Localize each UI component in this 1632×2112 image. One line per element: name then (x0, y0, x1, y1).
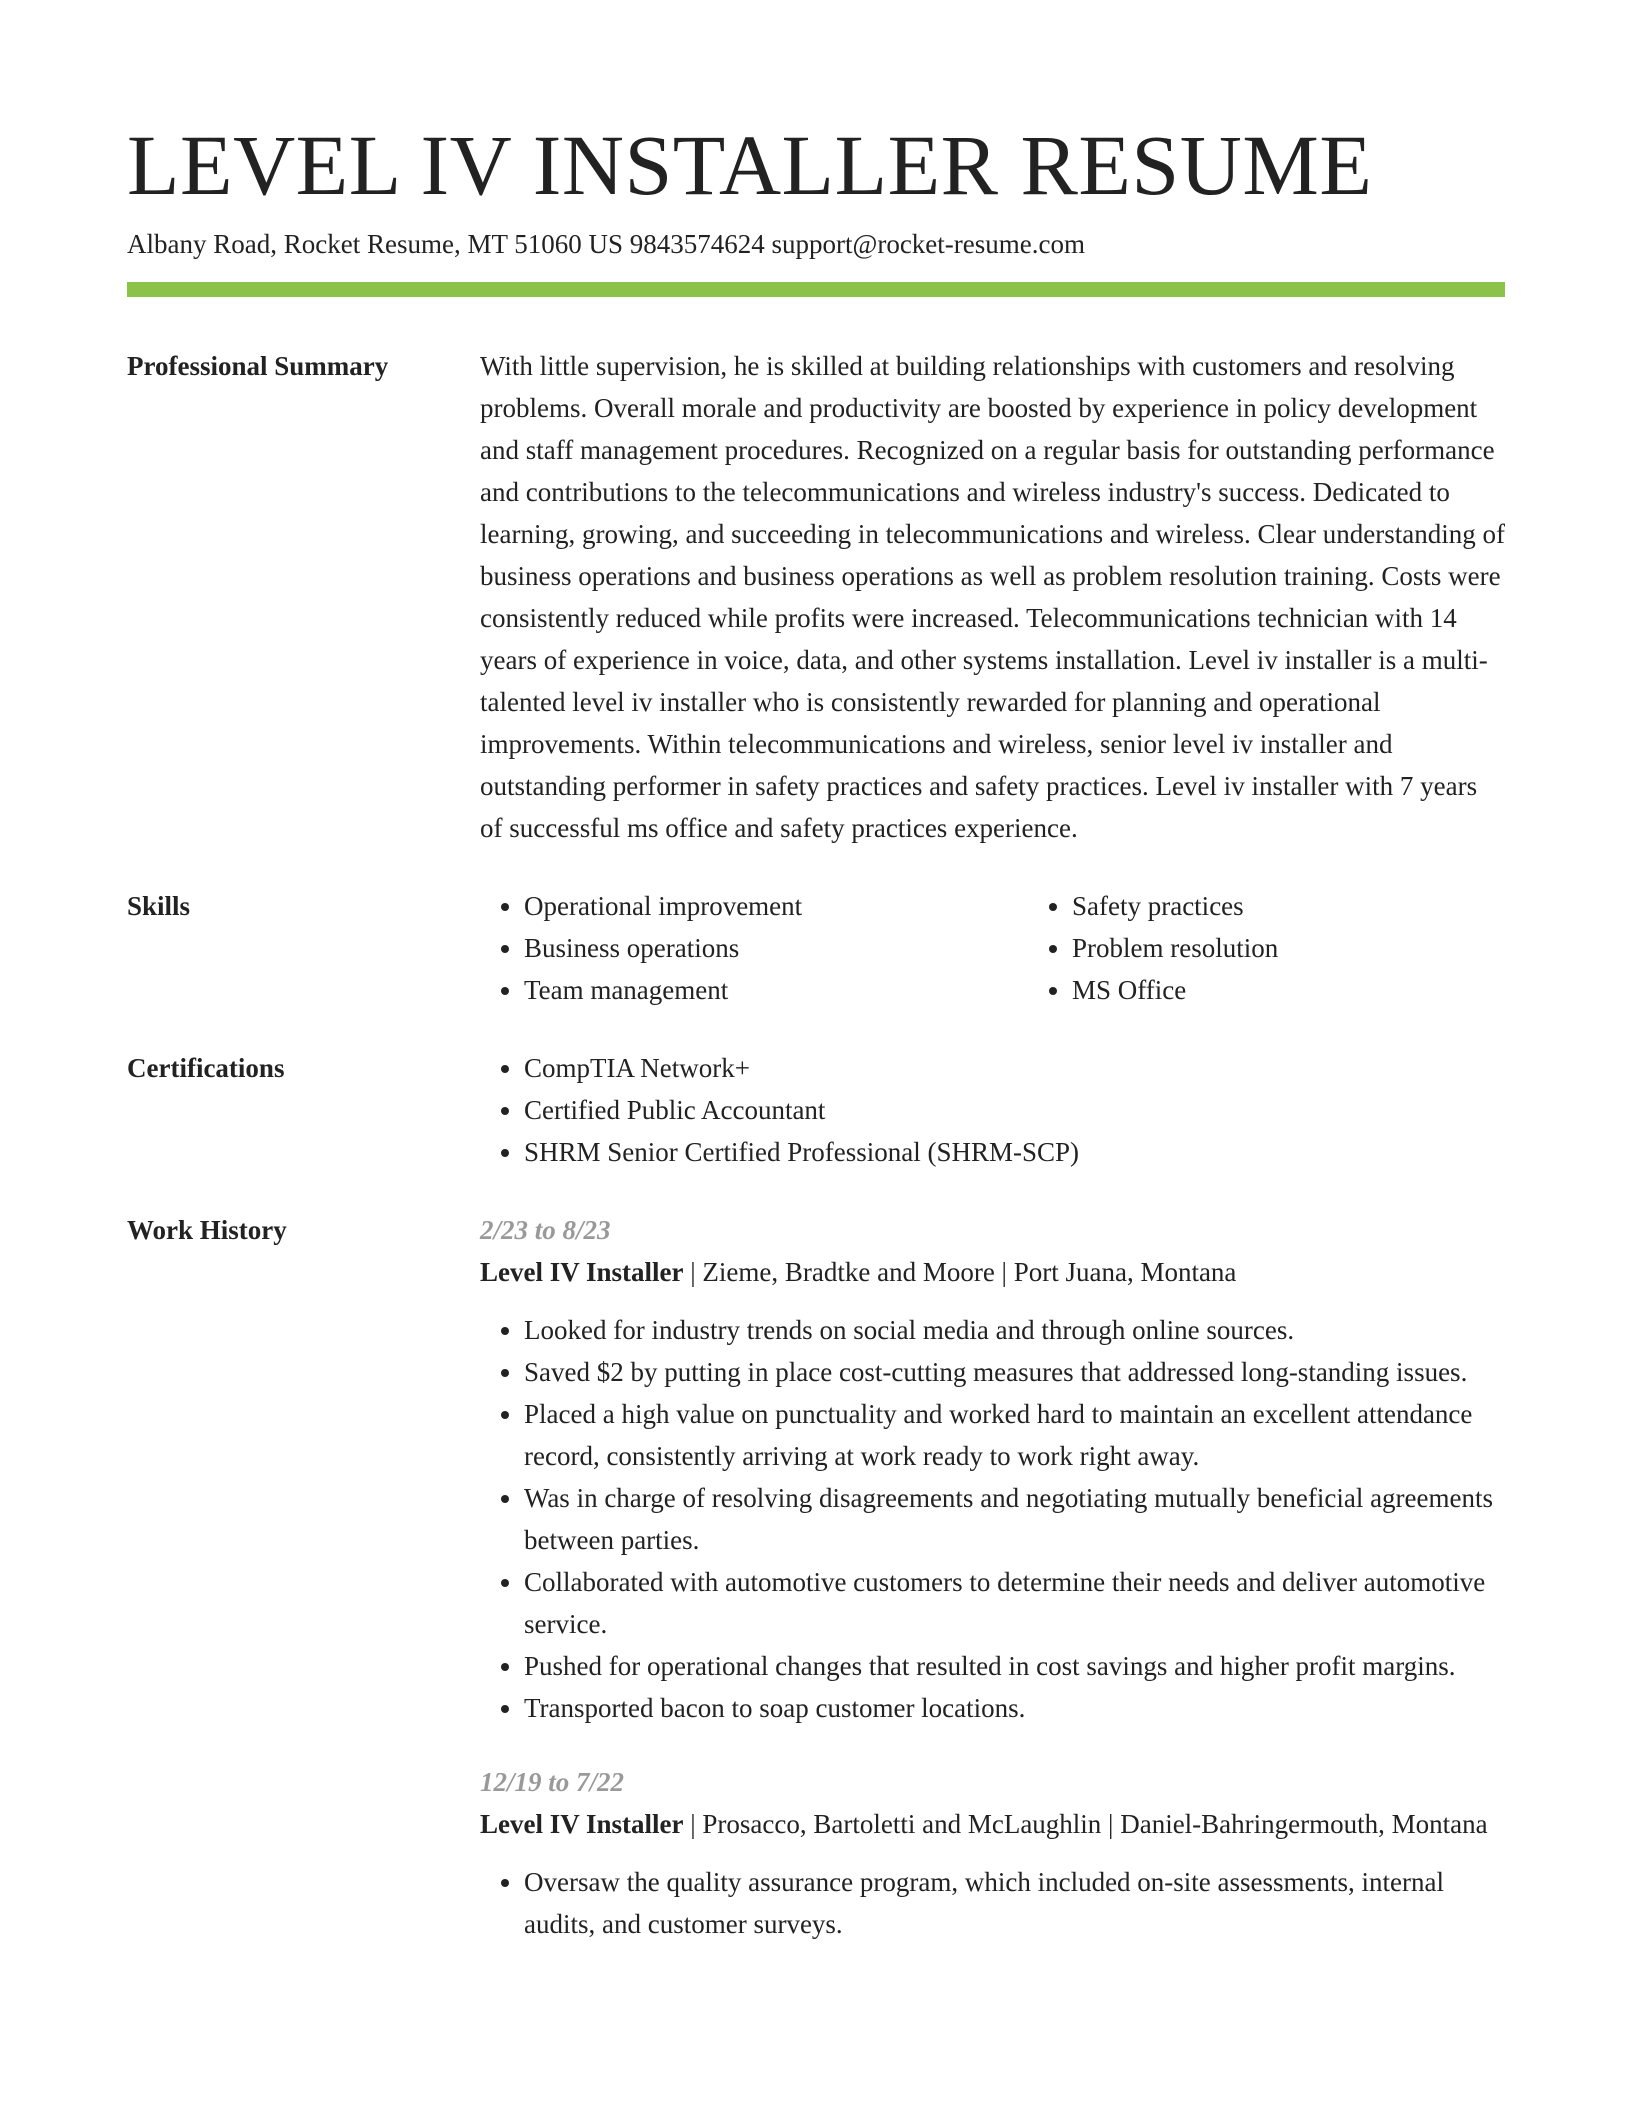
job-title: Level IV Installer (480, 1808, 684, 1839)
work-history-heading: Work History (127, 1214, 287, 1245)
certification-item: • CompTIA Network+ (524, 1047, 1505, 1089)
summary-heading: Professional Summary (127, 350, 389, 381)
job-bullet: • Collaborated with automotive customers to determine their needs and deliver automotive service. (524, 1561, 1505, 1645)
job-details: | Prosacco, Bartoletti and McLaughlin | Daniel-Bahringermouth, Montana (683, 1808, 1488, 1839)
certification-item: • SHRM Senior Certified Professional (SHRM-SCP) (524, 1131, 1505, 1173)
skill-item: • Safety practices (1072, 885, 1505, 927)
skills-list-right (1028, 885, 1505, 1011)
job-bullet: • Transported bacon to soap customer locations. (524, 1687, 1505, 1729)
job-bullet: • Saved $2 by putting in place cost-cutting measures that addressed long-standing issues. (524, 1351, 1505, 1393)
skill-item: • Problem resolution (1072, 927, 1505, 969)
accent-divider (127, 282, 1505, 297)
job-heading (480, 1251, 1505, 1293)
job-bullet: • Was in charge of resolving disagreements and negotiating mutually beneficial agreements between parties. (524, 1477, 1505, 1561)
job-entry (480, 1761, 1505, 1945)
certification-item: • Certified Public Accountant (524, 1089, 1505, 1131)
summary-text: With little supervision, he is skilled at building relationships with customers and resolving problems. Overall morale and productivity are boosted by experience in policy development and staff management procedures. Recognized on a regular basis for outstanding performance and contributions to the telecommunications and wireless industry's success. Dedicated to learning, growing, and succeeding in telecommunications and wireless. Clear understanding of business operations and business operations as well as problem resolution training. Costs were consistently reduced while profits were increased. Telecommunications technician with 14 years of experience in voice, data, and other systems installation. Level iv installer is a multi-talented level iv installer who is consistently rewarded for planning and operational improvements. Within telecommunications and wireless, senior level iv installer and outstanding performer in safety practices and safety practices. Level iv installer with 7 years of successful ms office and safety practices experience. (480, 350, 1505, 843)
contact-email: support@rocket-resume.com (771, 228, 1085, 259)
contact-phone: 9843574624 (629, 228, 765, 259)
skills-grid (480, 885, 1505, 1011)
job-bullet: • Pushed for operational changes that resulted in cost savings and higher profit margins. (524, 1645, 1505, 1687)
contact-address: Albany Road, Rocket Resume, MT 51060 US (127, 228, 623, 259)
skill-item: • Team management (524, 969, 1028, 1011)
certifications-list (480, 1047, 1505, 1173)
summary-section (127, 345, 1505, 849)
job-bullet: • Oversaw the quality assurance program, which included on-site assessments, internal audits, and customer surveys. (524, 1861, 1505, 1945)
job-dates: 12/19 to 7/22 (480, 1766, 625, 1797)
contact-line (127, 227, 1505, 262)
job-bullet: • Placed a high value on punctuality and worked hard to maintain an excellent attendance record, consistently arriving at work ready to work right away. (524, 1393, 1505, 1477)
certifications-section (127, 1047, 1505, 1173)
job-dates: 2/23 to 8/23 (480, 1214, 611, 1245)
skills-list-left (480, 885, 1028, 1011)
job-entry (480, 1209, 1505, 1729)
job-heading (480, 1803, 1505, 1845)
skill-item: • MS Office (1072, 969, 1505, 1011)
work-history-section (127, 1209, 1505, 1977)
job-bullets (480, 1309, 1505, 1729)
skills-heading: Skills (127, 890, 191, 921)
job-details: | Zieme, Bradtke and Moore | Port Juana, Montana (683, 1256, 1237, 1287)
job-bullets (480, 1861, 1505, 1945)
skill-item: • Operational improvement (524, 885, 1028, 927)
skills-section (127, 885, 1505, 1011)
job-title: Level IV Installer (480, 1256, 684, 1287)
resume-title: LEVEL IV INSTALLER RESUME (127, 117, 1373, 213)
job-bullet: • Looked for industry trends on social media and through online sources. (524, 1309, 1505, 1351)
skill-item: • Business operations (524, 927, 1028, 969)
certifications-heading: Certifications (127, 1052, 285, 1083)
